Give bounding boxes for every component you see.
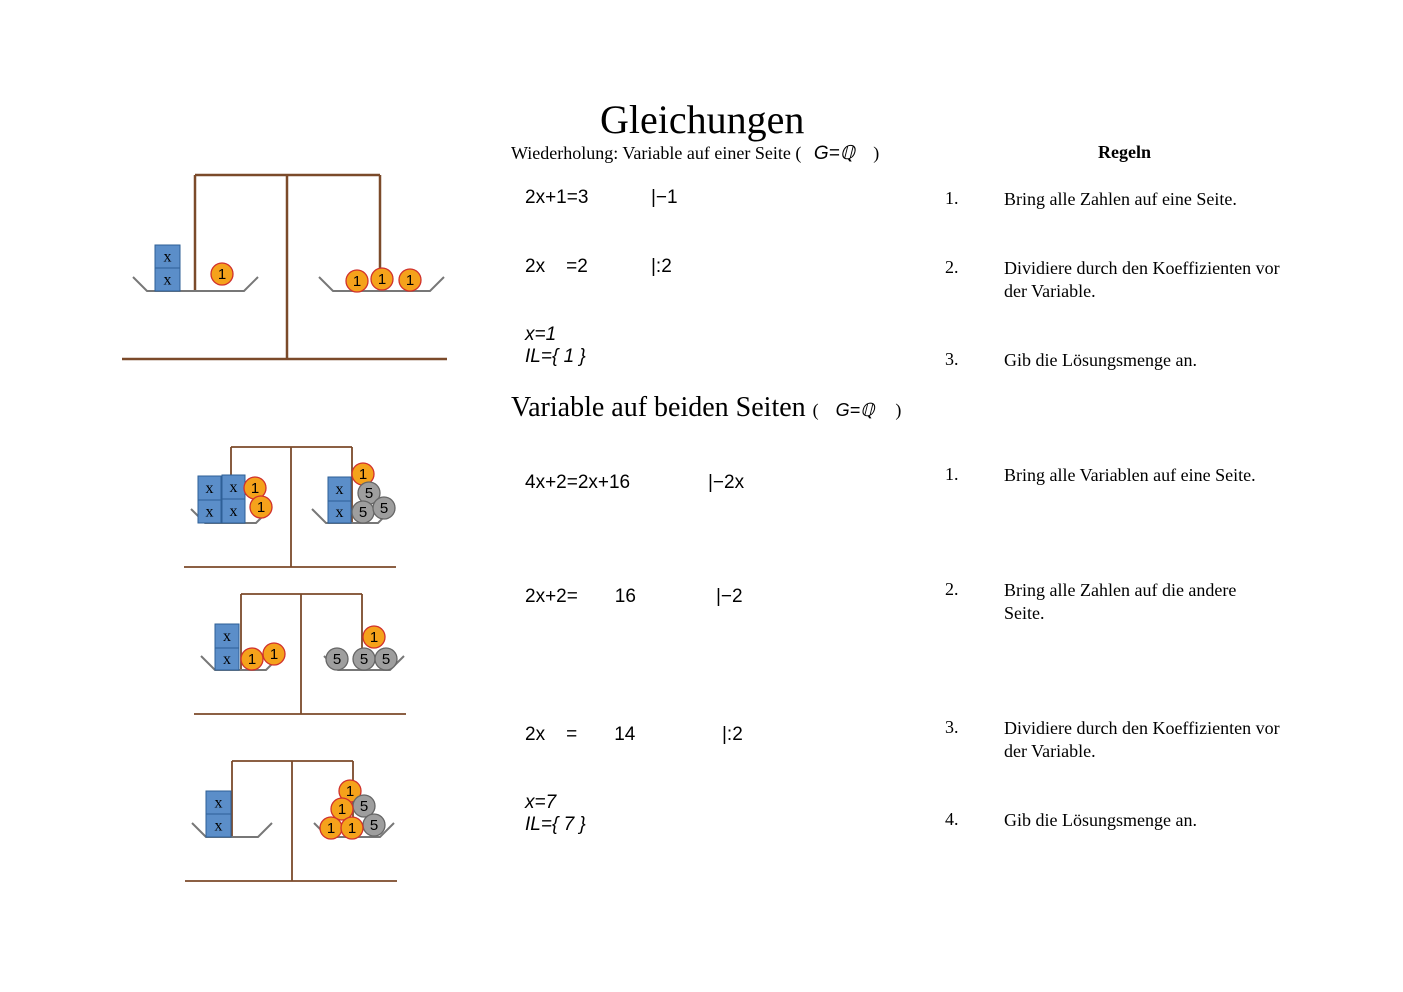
- scale4-box-1-label: x: [214, 794, 223, 812]
- rule1-2-num: 2.: [945, 257, 959, 277]
- scale2-coin-right-1-label: 1: [358, 466, 368, 483]
- rule2-1-text: Bring alle Variablen auf eine Seite.: [1004, 465, 1256, 485]
- s2-op-1: |−2x: [708, 472, 745, 493]
- section2-heading: [511, 392, 901, 424]
- rule1-3-text: Gib die Lösungsmenge an.: [1004, 350, 1197, 370]
- rule1-2-text: Dividiere durch den Koeffizienten vor der Variable.: [1004, 258, 1280, 301]
- rule1-1-text: Bring alle Zahlen auf eine Seite.: [1004, 189, 1237, 209]
- rule2-4-num: 4.: [945, 809, 959, 829]
- rule1-1-num: 1.: [945, 188, 959, 208]
- scale2-coin-right-five-3-label: 5: [379, 500, 389, 517]
- s2-eq-3: 2x = 14: [525, 724, 636, 745]
- scale2-coin-right-five-1-label: 5: [364, 485, 374, 502]
- scale4-coin-right-2-label: 1: [337, 801, 347, 818]
- rule2-3-num: 3.: [945, 717, 959, 737]
- section2-set-symbol: G=ℚ: [835, 400, 875, 420]
- section1-close-paren: ): [873, 143, 880, 163]
- s1-op-2: |:2: [651, 256, 672, 277]
- rules-heading: Regeln: [1098, 142, 1151, 162]
- scale1-box-2-label: x: [163, 271, 172, 289]
- rule2-1-num: 1.: [945, 464, 959, 484]
- scale2-coin-left-1-label: 1: [250, 480, 260, 497]
- rule2-2-num: 2.: [945, 579, 959, 599]
- s2-eq-4: x=7: [525, 792, 557, 813]
- s2-op-3: |:2: [722, 724, 743, 745]
- balance-scales-illustration: [0, 0, 520, 992]
- scale3-coin-right-five-1-label: 5: [332, 651, 342, 668]
- s2-eq-1: 4x+2=2x+16: [525, 472, 631, 493]
- s1-solution-set: IL={ 1 }: [525, 346, 586, 367]
- scale1-coin-right-1-label: 1: [352, 273, 362, 290]
- scale2-box-3-label: x: [229, 479, 238, 496]
- scale3-coin-right-1-label: 1: [369, 629, 379, 646]
- scale3-box-2-label: x: [223, 651, 231, 668]
- scale3-coin-left-2-label: 1: [269, 646, 279, 663]
- scale2-coin-left-2-label: 1: [256, 499, 266, 516]
- scale3-coin-right-five-3-label: 5: [381, 651, 391, 668]
- scale2-coin-right-five-2-label: 5: [358, 504, 368, 521]
- section2-close-paren: ): [895, 400, 902, 420]
- scale4-coin-right-3-label: 1: [326, 820, 336, 837]
- section1-heading: [511, 142, 879, 165]
- rule2-2-text: Bring alle Zahlen auf die andere Seite.: [1004, 580, 1237, 623]
- scale2-box-6-label: x: [335, 504, 344, 521]
- scale1-box-1-label: x: [163, 248, 172, 266]
- scale4-coin-right-five-1-label: 5: [359, 798, 369, 815]
- scale3-coin-right-five-2-label: 5: [359, 651, 369, 668]
- scale4-coin-right-4-label: 1: [347, 820, 357, 837]
- s1-eq-2: 2x =2: [525, 256, 588, 277]
- section2-heading-text: Variable auf beiden Seiten: [511, 392, 806, 423]
- scale1-coin-right-3-label: 1: [405, 272, 415, 289]
- s2-op-2: |−2: [716, 586, 743, 607]
- scale2-box-1-label: x: [205, 480, 214, 497]
- scale1-coin-left-label: 1: [217, 266, 227, 283]
- rule2-4-text: Gib die Lösungsmenge an.: [1004, 810, 1197, 830]
- scale3-box-1-label: x: [223, 628, 231, 645]
- s2-solution-set: IL={ 7 }: [525, 814, 586, 835]
- page-title: Gleichungen: [600, 97, 805, 142]
- rule2-3-text: Dividiere durch den Koeffizienten vor der Variable.: [1004, 718, 1280, 761]
- s2-eq-2: 2x+2= 16: [525, 586, 636, 607]
- s1-op-1: |−1: [651, 187, 678, 208]
- scale4-box-2-label: x: [214, 817, 223, 835]
- rule1-3-num: 3.: [945, 349, 959, 369]
- scale2-box-4-label: x: [229, 503, 238, 520]
- scale3-coin-left-1-label: 1: [247, 651, 257, 668]
- scale1-coin-right-2-label: 1: [377, 271, 387, 288]
- section2-open-paren: (: [812, 400, 819, 420]
- s1-eq-1: 2x+1=3: [525, 187, 589, 208]
- scale4-coin-right-five-2-label: 5: [369, 817, 379, 834]
- scale4-coin-right-1-label: 1: [345, 783, 355, 800]
- scale2-box-5-label: x: [335, 481, 344, 498]
- section1-heading-text: Wiederholung: Variable auf einer Seite (: [511, 143, 802, 163]
- s1-eq-3: x=1: [525, 324, 557, 345]
- section1-set-symbol: G=ℚ: [813, 143, 855, 164]
- scale2-box-2-label: x: [205, 503, 214, 521]
